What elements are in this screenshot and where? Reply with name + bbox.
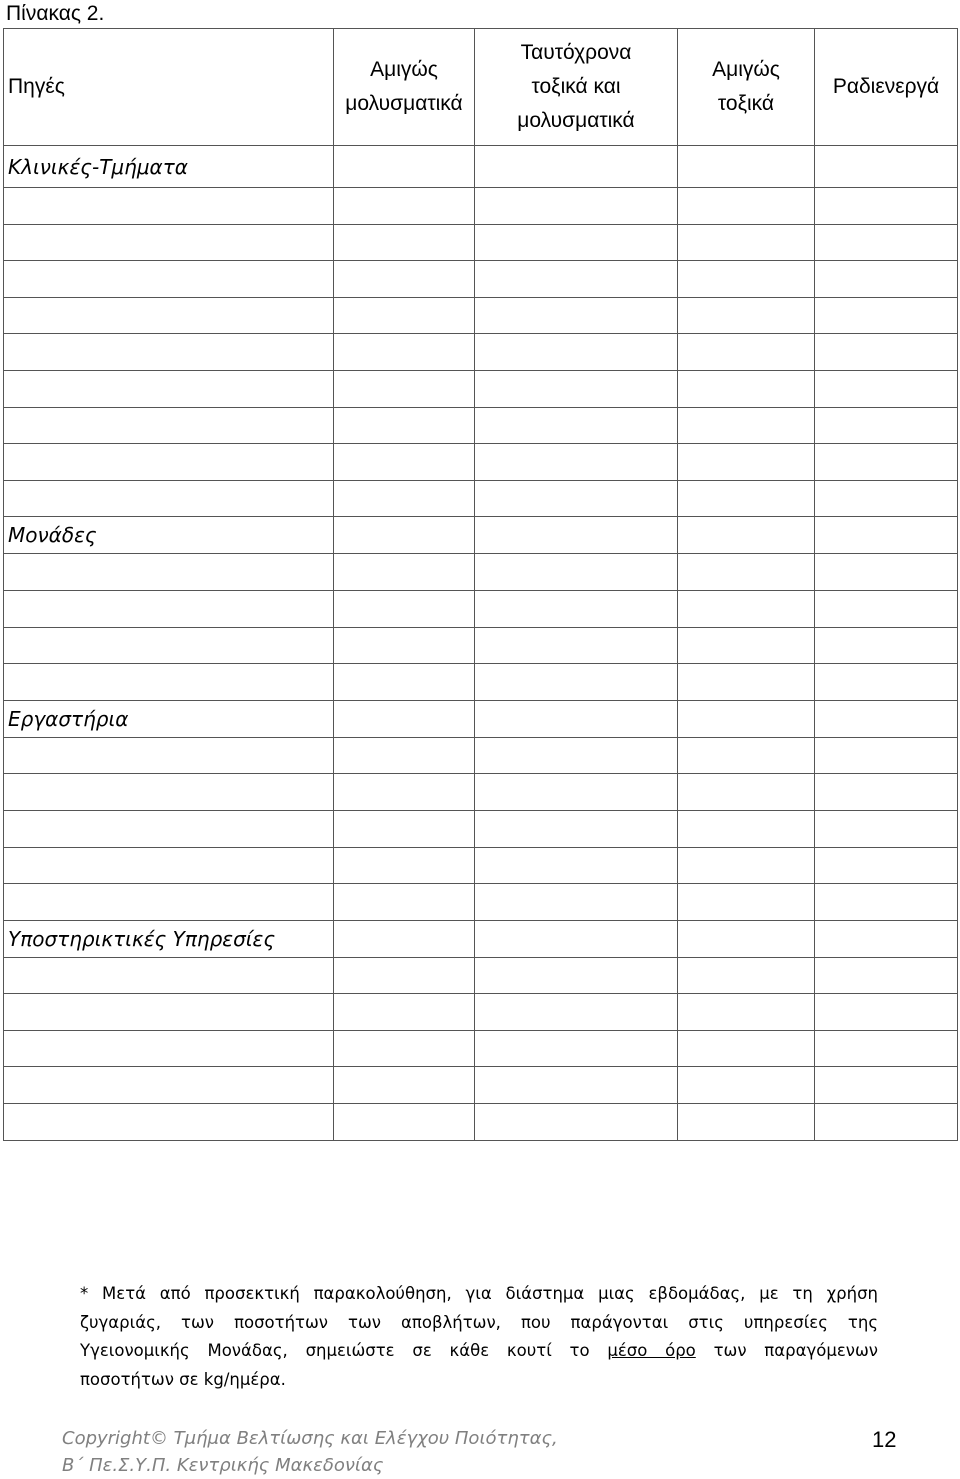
table-cell[interactable] [678, 407, 815, 444]
table-cell[interactable] [678, 224, 815, 261]
table-cell[interactable] [678, 517, 815, 554]
table-cell[interactable] [815, 554, 958, 591]
table-cell[interactable] [334, 627, 475, 664]
table-cell[interactable] [815, 444, 958, 481]
table-row [4, 407, 958, 444]
table-cell[interactable] [4, 847, 334, 884]
table-cell[interactable] [678, 700, 815, 737]
table-cell[interactable] [334, 884, 475, 921]
table-cell[interactable] [815, 224, 958, 261]
table-row [4, 517, 958, 554]
table-cell[interactable] [475, 774, 678, 811]
table-row [4, 664, 958, 701]
table-cell[interactable] [4, 1030, 334, 1067]
table-cell[interactable] [4, 554, 334, 591]
table-cell[interactable] [334, 297, 475, 334]
table-cell[interactable] [678, 590, 815, 627]
document-title: Πίνακας 2. [6, 2, 105, 25]
table-cell[interactable] [334, 224, 475, 261]
table-cell[interactable] [334, 700, 475, 737]
table-cell[interactable] [475, 1030, 678, 1067]
table-cell[interactable] [815, 627, 958, 664]
table-row [4, 297, 958, 334]
table-cell[interactable] [4, 810, 334, 847]
table-header-row [4, 29, 958, 146]
table-cell[interactable] [678, 774, 815, 811]
footnote-line: ποσοτήτων σε kg/ημέρα. [80, 1369, 286, 1389]
table-cell[interactable] [4, 407, 334, 444]
table-cell[interactable] [334, 480, 475, 517]
table-cell[interactable] [815, 847, 958, 884]
table-row [4, 224, 958, 261]
table-cell[interactable] [475, 1067, 678, 1104]
table-cell[interactable] [334, 1067, 475, 1104]
section-support-services: Υποστηρικτικές Υπηρεσίες [4, 920, 334, 957]
table-cell[interactable] [475, 334, 678, 371]
table-cell[interactable] [815, 994, 958, 1031]
table-cell[interactable] [815, 370, 958, 407]
footnote-line: Υγειονομικής Μονάδας, σημειώστε σε κάθε κουτί το μέσο όρο των παραγόμενων [80, 1341, 878, 1361]
table-cell[interactable] [4, 224, 334, 261]
header-toxic-and-infectious: Ταυτόχρονα τοξικά και μολυσματικά [475, 29, 678, 146]
table-cell[interactable] [815, 737, 958, 774]
table-cell[interactable] [475, 407, 678, 444]
table-cell[interactable] [678, 1030, 815, 1067]
table-cell[interactable] [815, 700, 958, 737]
table-cell[interactable] [475, 146, 678, 188]
table-row [4, 884, 958, 921]
table-cell[interactable] [678, 480, 815, 517]
table-row [4, 957, 958, 994]
table-cell[interactable] [815, 1030, 958, 1067]
table-cell[interactable] [475, 884, 678, 921]
table-cell[interactable] [815, 334, 958, 371]
table-cell[interactable] [4, 627, 334, 664]
table-cell[interactable] [678, 957, 815, 994]
table-row [4, 994, 958, 1031]
table-row [4, 700, 958, 737]
table-cell[interactable] [4, 957, 334, 994]
table-cell[interactable] [475, 554, 678, 591]
underlined-average: μέσο όρο [607, 1341, 696, 1361]
table-row [4, 146, 958, 188]
table-cell[interactable] [815, 146, 958, 188]
section-units: Μονάδες [4, 517, 334, 554]
table-row [4, 261, 958, 298]
table-cell[interactable] [475, 224, 678, 261]
table-cell[interactable] [815, 920, 958, 957]
table-cell[interactable] [4, 774, 334, 811]
table-cell[interactable] [334, 146, 475, 188]
table-cell[interactable] [678, 920, 815, 957]
table-cell[interactable] [678, 994, 815, 1031]
table-cell[interactable] [334, 554, 475, 591]
table-cell[interactable] [4, 590, 334, 627]
footnote-line: ζυγαριάς, των ποσοτήτων των αποβλήτων, που παράγονται στις υπηρεσίες της [80, 1312, 878, 1332]
table-cell[interactable] [678, 1104, 815, 1141]
table-cell[interactable] [815, 774, 958, 811]
table-cell[interactable] [678, 146, 815, 188]
table-row [4, 920, 958, 957]
table-cell[interactable] [678, 627, 815, 664]
table-cell[interactable] [815, 664, 958, 701]
table-cell[interactable] [678, 1067, 815, 1104]
table-cell[interactable] [334, 517, 475, 554]
table-cell[interactable] [475, 261, 678, 298]
copyright-notice: Copyright© Τμήμα Βελτίωσης και Ελέγχου Ποιότητας, Β΄ Πε.Σ.Υ.Π. Κεντρικής Μακεδονίας [62, 1428, 558, 1476]
table-cell[interactable] [4, 994, 334, 1031]
table-cell[interactable] [475, 920, 678, 957]
table-row [4, 590, 958, 627]
table-cell[interactable] [678, 334, 815, 371]
table-cell[interactable] [678, 297, 815, 334]
table-cell[interactable] [815, 1067, 958, 1104]
table-cell[interactable] [815, 517, 958, 554]
table-cell[interactable] [678, 847, 815, 884]
table-cell[interactable] [475, 957, 678, 994]
table-cell[interactable] [475, 480, 678, 517]
table-cell[interactable] [4, 664, 334, 701]
table-cell[interactable] [334, 737, 475, 774]
table-cell[interactable] [678, 370, 815, 407]
table-cell[interactable] [334, 664, 475, 701]
table-cell[interactable] [4, 1104, 334, 1141]
table-cell[interactable] [678, 444, 815, 481]
header-toxic: Αμιγώς τοξικά [678, 29, 815, 146]
table-row [4, 370, 958, 407]
table-cell[interactable] [475, 664, 678, 701]
table-cell[interactable] [4, 480, 334, 517]
table-cell[interactable] [678, 737, 815, 774]
table-cell[interactable] [334, 957, 475, 994]
footnote-line: * Μετά από προσεκτική παρακολούθηση, για διάστημα μιας εβδομάδας, με τη χρήση [80, 1284, 878, 1303]
table-cell[interactable] [678, 554, 815, 591]
table-cell[interactable] [475, 1104, 678, 1141]
table-cell[interactable] [334, 261, 475, 298]
footnote [80, 1280, 878, 1394]
table-cell[interactable] [678, 810, 815, 847]
section-labs: Εργαστήρια [4, 700, 334, 737]
table-cell[interactable] [334, 407, 475, 444]
table-row [4, 627, 958, 664]
table-cell[interactable] [4, 297, 334, 334]
table-cell[interactable] [815, 480, 958, 517]
table-row [4, 554, 958, 591]
table-cell[interactable] [678, 261, 815, 298]
table-cell[interactable] [334, 1030, 475, 1067]
table-row [4, 1067, 958, 1104]
table-cell[interactable] [815, 884, 958, 921]
table-cell[interactable] [334, 1104, 475, 1141]
section-clinics: Κλινικές-Τμήματα [4, 146, 334, 188]
table-row [4, 480, 958, 517]
table-cell[interactable] [815, 1104, 958, 1141]
table-cell[interactable] [815, 261, 958, 298]
table-cell[interactable] [475, 700, 678, 737]
table-cell[interactable] [678, 664, 815, 701]
table-cell[interactable] [815, 810, 958, 847]
table-cell[interactable] [475, 847, 678, 884]
table-cell[interactable] [334, 188, 475, 225]
table-cell[interactable] [4, 334, 334, 371]
table-row [4, 444, 958, 481]
table-cell[interactable] [815, 297, 958, 334]
table-cell[interactable] [475, 297, 678, 334]
table-cell[interactable] [4, 370, 334, 407]
table-cell[interactable] [475, 444, 678, 481]
table-cell[interactable] [815, 957, 958, 994]
page-number: 12 [872, 1427, 897, 1452]
table-cell[interactable] [4, 884, 334, 921]
table-cell[interactable] [334, 847, 475, 884]
table-row [4, 334, 958, 371]
table-cell[interactable] [4, 737, 334, 774]
table-cell[interactable] [815, 407, 958, 444]
table-row [4, 737, 958, 774]
table-cell[interactable] [475, 627, 678, 664]
table-row [4, 1104, 958, 1141]
header-infectious: Αμιγώς μολυσματικά [334, 29, 475, 146]
table-cell[interactable] [475, 737, 678, 774]
table-cell[interactable] [334, 590, 475, 627]
table-row [4, 1030, 958, 1067]
table-row [4, 810, 958, 847]
table-row [4, 188, 958, 225]
table-cell[interactable] [4, 1067, 334, 1104]
table-cell[interactable] [815, 188, 958, 225]
table-cell[interactable] [334, 810, 475, 847]
waste-sources-table [3, 28, 958, 1141]
table-cell[interactable] [4, 188, 334, 225]
table-cell[interactable] [678, 188, 815, 225]
table-cell[interactable] [815, 590, 958, 627]
table-cell[interactable] [475, 994, 678, 1031]
table-row [4, 847, 958, 884]
table-cell[interactable] [678, 884, 815, 921]
header-sources: Πηγές [4, 29, 334, 146]
table-cell[interactable] [4, 444, 334, 481]
table-cell[interactable] [334, 334, 475, 371]
table-cell[interactable] [334, 370, 475, 407]
table-cell[interactable] [4, 261, 334, 298]
table-cell[interactable] [475, 370, 678, 407]
table-cell[interactable] [475, 590, 678, 627]
table-row [4, 774, 958, 811]
table-cell[interactable] [334, 920, 475, 957]
table-cell[interactable] [334, 994, 475, 1031]
table-cell[interactable] [334, 444, 475, 481]
table-cell[interactable] [475, 810, 678, 847]
table-cell[interactable] [475, 517, 678, 554]
header-radioactive: Ραδιενεργά [815, 29, 958, 146]
table-cell[interactable] [334, 774, 475, 811]
table-cell[interactable] [475, 188, 678, 225]
